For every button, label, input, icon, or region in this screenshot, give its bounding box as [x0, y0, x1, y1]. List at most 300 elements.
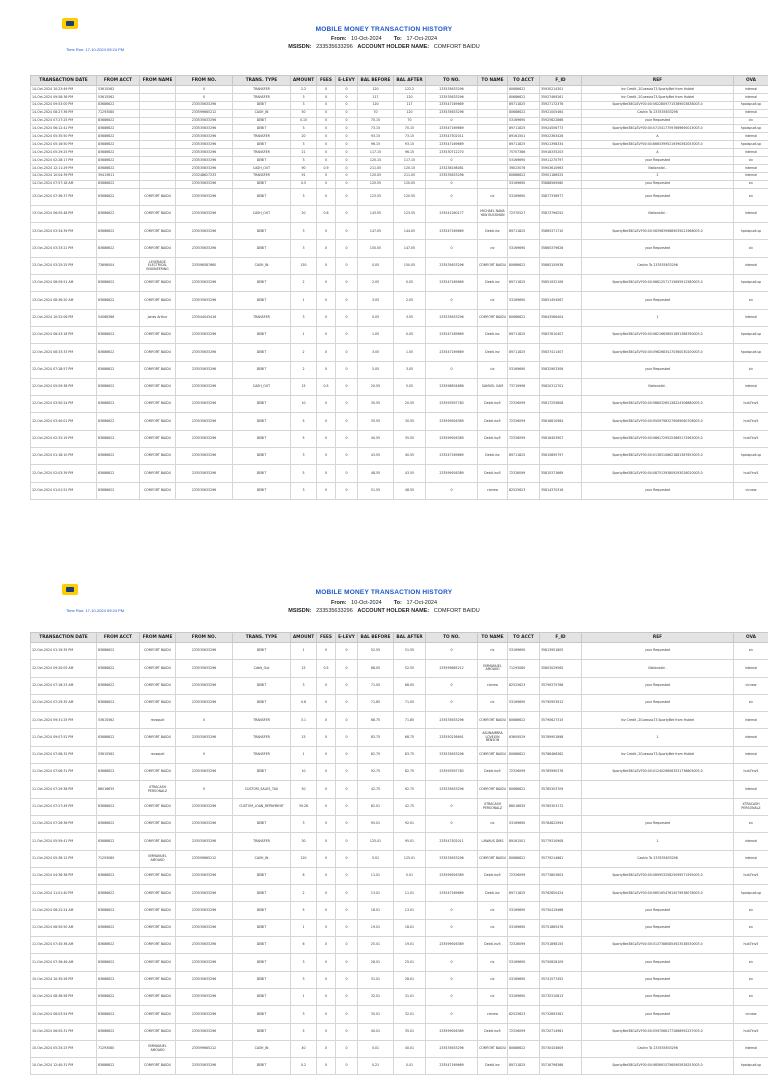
table-cell: 14-Oct-2024 07:57:18 AM — [31, 180, 97, 188]
table-cell: 73.15 — [394, 133, 426, 141]
table-row — [31, 344, 768, 361]
table-cell: 35814370316 — [540, 482, 582, 499]
table-cell: 53169690 — [508, 694, 540, 711]
table-cell: 11-Oct-2024 07:27:49 PM — [31, 798, 97, 815]
table-cell — [478, 172, 508, 180]
table-cell: DEBIT — [233, 885, 291, 902]
table-cell — [478, 109, 508, 117]
table-cell: 39.26 — [291, 798, 317, 815]
table-cell: 1 — [291, 988, 317, 1005]
table-cell: 18.01 — [394, 919, 426, 936]
table-cell: 92.01 — [394, 815, 426, 832]
table-cell: 40.01 — [358, 1023, 394, 1040]
table-cell: 233248627233 — [176, 172, 233, 180]
table-cell: 0 — [426, 902, 478, 919]
table-cell: 83686622 — [97, 937, 140, 954]
table-cell: 72326099 — [508, 413, 540, 430]
table-cell: 233535633296 — [176, 205, 233, 222]
table-cell: 35741577452 — [540, 971, 582, 988]
table-cell: 42.75 — [394, 798, 426, 815]
table-cell: DEBIT — [233, 815, 291, 832]
table-cell: 0 — [317, 729, 336, 746]
table-cell: XTRACASH PERSONALZ — [140, 781, 176, 798]
table-cell: hpaispudi.sp — [734, 885, 768, 902]
table-cell: 72326099 — [508, 764, 540, 781]
table-cell: 1 — [291, 643, 317, 660]
table-cell: 83686622 — [97, 988, 140, 1005]
table-cell: 0.2 — [291, 1058, 317, 1075]
table-cell: 12-Oct-2024 08:43:18 PM — [31, 326, 97, 343]
table-cell: 120 — [394, 93, 426, 101]
table-cell: DEBIT — [233, 448, 291, 465]
table-cell: DEBIT — [233, 902, 291, 919]
table-cell: 35773803603 — [540, 867, 582, 884]
table-cell: 71.05 — [358, 677, 394, 694]
table-cell: Jones Arthur — [140, 309, 176, 326]
table-cell: 120 — [358, 86, 394, 94]
table-cell: COMFORT BAIDU — [478, 850, 508, 867]
table-cell: DEBIT — [233, 223, 291, 240]
table-cell: 150.05 — [394, 257, 426, 274]
table-cell: DEBIT — [233, 919, 291, 936]
table-cell: 0 — [336, 448, 358, 465]
table-cell — [478, 86, 508, 94]
table-cell: 53169690 — [508, 954, 540, 971]
column-header: E-LEVY — [336, 633, 358, 643]
table-row — [31, 93, 768, 101]
table-cell: 0 — [336, 430, 358, 447]
table-cell: 0 — [336, 101, 358, 109]
table-cell: 0 — [317, 1023, 336, 1040]
table-cell: 19.01 — [394, 937, 426, 954]
table-row — [31, 694, 768, 711]
table-cell: 0 — [336, 833, 358, 850]
table-cell: EMMANUEL AMOAKO — [140, 1040, 176, 1057]
table-cell: cic — [734, 361, 768, 378]
table-cell: hpaispudi.sp — [734, 223, 768, 240]
table-cell: 0 — [336, 188, 358, 205]
table-cell: cicnew — [734, 677, 768, 694]
table-cell: CASH_IN — [233, 850, 291, 867]
table-cell: 31.01 — [394, 988, 426, 1005]
table-row — [31, 292, 768, 309]
table-cell: 83686622 — [97, 141, 140, 149]
table-cell: 233535633296 — [176, 482, 233, 499]
table-cell: 68.75 — [394, 729, 426, 746]
table-cell — [140, 172, 176, 180]
column-header: REF — [582, 633, 734, 643]
table-cell: 3.05 — [358, 292, 394, 309]
table-cell: DEBIT — [233, 292, 291, 309]
table-cell: internal — [734, 149, 768, 157]
table-cell: 53169690 — [508, 919, 540, 936]
table-cell: 0 — [317, 867, 336, 884]
table-cell: DEBIT — [233, 643, 291, 660]
table-cell: 233535633296 — [176, 660, 233, 677]
table-cell: 0.15 — [291, 117, 317, 125]
table-cell: EMMANUEL AMOAKO — [140, 850, 176, 867]
table-cell: 233238198081 — [426, 164, 478, 172]
table-cell: 0 — [317, 172, 336, 180]
table-cell: 5.05 — [394, 378, 426, 395]
table-cell: 35927469261 — [540, 93, 582, 101]
table-cell: 93.15 — [394, 141, 426, 149]
table-cell: TRANSFER — [233, 833, 291, 850]
table-cell: 0 — [317, 101, 336, 109]
table-cell: cic — [734, 971, 768, 988]
table-cell: 0 — [336, 141, 358, 149]
table-cell: SportyBet38GLEVY00:00:95097983279069060708003.0 — [582, 413, 734, 430]
table-cell: 233535633296 — [426, 309, 478, 326]
table-cell: 39413611 — [97, 172, 140, 180]
table-cell: 35799375766 — [540, 677, 582, 694]
table-cell: 83686622 — [97, 798, 140, 815]
table-cell: 83686622 — [97, 292, 140, 309]
column-header: TO NO. — [426, 76, 478, 86]
table-cell: 35784822994 — [540, 815, 582, 832]
table-cell: 35785303172 — [540, 798, 582, 815]
column-header: FROM ACCT — [97, 633, 140, 643]
table-cell: 0 — [336, 309, 358, 326]
table-cell: 0 — [336, 378, 358, 395]
table-cell: SportyBet38GLEVY00:00:01373860854923538530003.0 — [582, 937, 734, 954]
table-cell: 89711825 — [508, 448, 540, 465]
table-cell: 83686622 — [97, 465, 140, 482]
table-cell: cic — [478, 694, 508, 711]
table-cell: Nationalid - — [582, 164, 734, 172]
table-cell: 83686622 — [97, 729, 140, 746]
table-cell: 0 — [317, 781, 336, 798]
table-cell: 10 — [291, 396, 317, 413]
table-cell: 0 — [317, 93, 336, 101]
table-cell: 80686622 — [508, 712, 540, 729]
table-cell: 0 — [336, 180, 358, 188]
msisdn-value: 233535633296 — [316, 608, 353, 614]
table-cell: your Requested — [582, 240, 734, 257]
table-cell: 120 — [358, 101, 394, 109]
table-row — [31, 223, 768, 240]
table-row — [31, 798, 768, 815]
table-cell: ASUNAMBRA LOVELYN BENSON — [478, 729, 508, 746]
table-cell: 0 — [336, 764, 358, 781]
table-cell: 12-Oct-2024 01:01:51 PM — [31, 482, 97, 499]
table-cell: 0 — [336, 815, 358, 832]
transactions-table — [30, 632, 768, 1075]
table-cell: 14-Oct-2024 05:16:50 PM — [31, 141, 97, 149]
statement-page — [0, 0, 768, 516]
table-cell: COMFORT BAIDU — [140, 660, 176, 677]
table-cell: COMFORT BAIDU — [140, 326, 176, 343]
table-cell: 233535633296 — [176, 125, 233, 133]
table-cell: 82.75 — [394, 764, 426, 781]
table-cell: 83686622 — [97, 815, 140, 832]
table-cell: 0 — [317, 482, 336, 499]
table-cell: your Requested — [582, 902, 734, 919]
table-cell: Cdbit_Out — [233, 660, 291, 677]
table-cell: hpaispudi.sp — [734, 1058, 768, 1075]
table-cell: 0 — [336, 93, 358, 101]
table-cell: COMFORT BAIDU — [140, 1058, 176, 1075]
table-cell: 82525623 — [508, 1006, 540, 1023]
table-cell: 3 — [291, 971, 317, 988]
table-cell: 0 — [336, 205, 358, 222]
table-cell: 30.55 — [394, 413, 426, 430]
table-cell: COMFORT BAIDU — [140, 413, 176, 430]
table-cell: cic — [734, 157, 768, 165]
table-cell: 0 — [317, 833, 336, 850]
table-cell: COMFORT BAIDU — [140, 988, 176, 1005]
table-cell: 233599665212 — [176, 109, 233, 117]
table-cell — [140, 133, 176, 141]
table-cell: 80686622 — [508, 93, 540, 101]
table-cell: 71293080 — [97, 850, 140, 867]
table-cell: 233535633296 — [176, 937, 233, 954]
table-cell: your Requested — [582, 482, 734, 499]
table-cell: DEBIT — [233, 344, 291, 361]
table-cell: Debit.inv — [478, 326, 508, 343]
table-cell: COMFORT BAIDU — [140, 643, 176, 660]
table-cell: 83686622 — [97, 149, 140, 157]
table-cell: 11-Oct-2024 07:06:31 PM — [31, 764, 97, 781]
table-cell: 3 — [291, 448, 317, 465]
table-cell: 0 — [336, 465, 358, 482]
table-cell: Cashin To 233535633296 — [582, 257, 734, 274]
table-cell: Inv Credit ,2Guessss73,SportyBet from Hubtel — [582, 93, 734, 101]
table-cell: 83686622 — [97, 1058, 140, 1075]
table-cell: 233535633296 — [176, 149, 233, 157]
table-row — [31, 937, 768, 954]
table-cell: COMFORT BAIDU — [140, 344, 176, 361]
table-cell: 0 — [426, 798, 478, 815]
table-cell: 233535633296 — [176, 117, 233, 125]
table-cell: 233535633296 — [176, 919, 233, 936]
table-cell: COMFORT BAIDU — [140, 448, 176, 465]
table-cell: 0 — [426, 361, 478, 378]
from-date: 10-Oct-2024 — [351, 600, 382, 606]
table-cell: 0 — [336, 781, 358, 798]
table-cell: 125.01 — [358, 833, 394, 850]
table-cell: DEBIT — [233, 482, 291, 499]
table-cell: COMFORT BAIDU — [140, 885, 176, 902]
table-cell — [478, 164, 508, 172]
table-row — [31, 188, 768, 205]
table-cell: 53169690 — [508, 292, 540, 309]
table-cell: 35930214301 — [540, 86, 582, 94]
table-cell: COMFORT BAIDU — [140, 378, 176, 395]
table-cell: 0 — [317, 764, 336, 781]
table-cell: 40.01 — [394, 1040, 426, 1057]
table-cell: 53615562 — [97, 86, 140, 94]
table-cell: 13-Oct-2024 07:36:37 PM — [31, 188, 97, 205]
table-cell: 0 — [336, 344, 358, 361]
table-cell: 233535633296 — [176, 180, 233, 188]
table-cell: 83686622 — [97, 954, 140, 971]
table-cell: 233599665212 — [176, 850, 233, 867]
table-cell: COMFORT BAIDU — [140, 902, 176, 919]
table-cell: 0 — [426, 971, 478, 988]
table-cell: 0 — [317, 712, 336, 729]
table-cell: 80686622 — [508, 109, 540, 117]
table-cell: 0 — [336, 1040, 358, 1057]
table-cell: 3.05 — [358, 344, 394, 361]
table-cell: 89161501 — [508, 133, 540, 141]
table-cell: 70.15 — [358, 117, 394, 125]
table-cell: 83686622 — [97, 1006, 140, 1023]
table-cell: 35735310813 — [540, 988, 582, 1005]
table-cell: 233535633296 — [176, 133, 233, 141]
table-cell: 35921005464 — [540, 109, 582, 117]
table-row — [31, 1006, 768, 1023]
table-row — [31, 1040, 768, 1057]
table-cell: 0 — [336, 660, 358, 677]
table-cell: 0 — [317, 988, 336, 1005]
table-cell: 0.01 — [394, 1058, 426, 1075]
period-line — [0, 600, 768, 606]
table-row — [31, 781, 768, 798]
table-cell: COMFORT BAIDU — [478, 746, 508, 763]
table-cell: 11-Oct-2024 07:29:38 PM — [31, 781, 97, 798]
table-cell: 53169690 — [508, 180, 540, 188]
table-cell: 11-Oct-2024 08:50:50 AM — [31, 919, 97, 936]
table-cell: 233535633296 — [176, 729, 233, 746]
table-cell: Nationalid - — [582, 660, 734, 677]
table-cell: 19.01 — [358, 919, 394, 936]
table-cell: DEBIT — [233, 326, 291, 343]
table-cell: 3 — [291, 188, 317, 205]
table-row — [31, 954, 768, 971]
table-row — [31, 109, 768, 117]
table-cell: cic — [734, 240, 768, 257]
table-cell: 72326099 — [508, 1023, 540, 1040]
table-cell: 72326099 — [508, 867, 540, 884]
table-cell: 68.05 — [394, 677, 426, 694]
table-cell: 233535633296 — [176, 815, 233, 832]
table-cell: 0 — [336, 643, 358, 660]
table-cell: cic — [478, 292, 508, 309]
table-cell: 10-Oct-2024 05:25:23 PM — [31, 1040, 97, 1057]
table-cell: 83686622 — [97, 413, 140, 430]
table-row — [31, 149, 768, 157]
table-cell: 2.05 — [394, 292, 426, 309]
table-cell: 0.9 — [317, 164, 336, 172]
table-cell: Debit.inv5 — [478, 867, 508, 884]
table-cell: 0 — [426, 694, 478, 711]
table-cell: 0 — [426, 677, 478, 694]
table-cell: 83686622 — [97, 885, 140, 902]
to-label: To: — [394, 36, 402, 42]
table-cell: 14-Oct-2024 05:35:50 PM — [31, 133, 97, 141]
table-cell: 0 — [317, 1058, 336, 1075]
table-cell: 5 — [291, 465, 317, 482]
table-cell: Debit.inv5 — [478, 413, 508, 430]
table-cell: 13-Oct-2024 06:05:48 PM — [31, 205, 97, 222]
table-cell: 2 — [291, 361, 317, 378]
table-cell: 2 — [582, 172, 734, 180]
table-cell: 54068366 — [97, 309, 140, 326]
table-cell: DEBIT — [233, 117, 291, 125]
table-cell: 0 — [317, 125, 336, 133]
table-cell: 2 — [291, 344, 317, 361]
table-cell: 0 — [317, 954, 336, 971]
table-cell: 11-Oct-2024 05:59:41 PM — [31, 833, 97, 850]
table-cell: 83686622 — [97, 902, 140, 919]
table-row — [31, 141, 768, 149]
table-cell: 120.55 — [394, 188, 426, 205]
table-cell: 0 — [317, 292, 336, 309]
table-cell: 0 — [317, 798, 336, 815]
table-cell: 35925622866 — [540, 117, 582, 125]
table-cell: 1 — [582, 833, 734, 850]
table-cell: internal — [734, 133, 768, 141]
table-row — [31, 1058, 768, 1075]
table-cell: 0 — [317, 694, 336, 711]
table-cell: 12-Oct-2024 01:19:35 PM — [31, 643, 97, 660]
table-cell: 0 — [336, 1058, 358, 1075]
table-cell: 83686622 — [97, 677, 140, 694]
table-cell: 233535633296 — [176, 885, 233, 902]
table-cell: 83686622 — [97, 205, 140, 222]
table-cell: TRANSFER — [233, 746, 291, 763]
table-cell: 120.15 — [394, 164, 426, 172]
table-cell: 3 — [291, 815, 317, 832]
table-cell: 83686622 — [97, 326, 140, 343]
table-cell: 0.05 — [358, 309, 394, 326]
table-cell: 0 — [336, 729, 358, 746]
table-cell: cicnew — [478, 482, 508, 499]
table-cell: 35816403907 — [540, 430, 582, 447]
table-cell: 143.05 — [358, 205, 394, 222]
table-cell: 1 — [582, 729, 734, 746]
table-row — [31, 257, 768, 274]
table-cell: SportyBet38GLEVY00:00:98216636051891386760003.0 — [582, 326, 734, 343]
table-cell: 1 — [291, 919, 317, 936]
table-cell: 0 — [336, 413, 358, 430]
table-cell: 73.15 — [358, 125, 394, 133]
table-cell: 53169690 — [508, 902, 540, 919]
table-cell: 43.55 — [358, 448, 394, 465]
table-cell: 52.55 — [394, 660, 426, 677]
table-cell: 117 — [394, 101, 426, 109]
table-row — [31, 764, 768, 781]
table-cell: hub7inv5 — [734, 1023, 768, 1040]
table-cell: 83686622 — [97, 764, 140, 781]
holder-label: ACCOUNT HOLDER NAME: — [357, 608, 429, 614]
table-cell: cic — [478, 240, 508, 257]
table-cell: cicnew — [734, 1006, 768, 1023]
time-run: Time Run: 17-10-2024 09:24 PM — [66, 47, 124, 52]
table-cell: 0 — [336, 125, 358, 133]
table-row — [31, 133, 768, 141]
from-date: 10-Oct-2024 — [351, 36, 382, 42]
table-cell: 3.05 — [394, 361, 426, 378]
table-cell: 89711825 — [508, 344, 540, 361]
table-cell: 72326099 — [508, 937, 540, 954]
table-cell: 53169690 — [508, 643, 540, 660]
table-cell: 0 — [317, 326, 336, 343]
table-cell: SportyBet38GLEVY00:00:56228097715389003838003.0 — [582, 101, 734, 109]
document-title: MOBILE MONEY TRANSACTION HISTORY — [0, 589, 768, 596]
table-cell: 117 — [358, 93, 394, 101]
table-cell: CUSTOM_LOAN_REPAYMENT — [233, 798, 291, 815]
table-cell: Debit.inv5 — [478, 465, 508, 482]
table-cell: 83686622 — [97, 660, 140, 677]
table-cell: 5.01 — [358, 850, 394, 867]
table-cell: 12-Oct-2024 07:28:57 PM — [31, 361, 97, 378]
table-cell: 35865379626 — [540, 240, 582, 257]
table-cell: DEBIT — [233, 677, 291, 694]
table-cell: 25.01 — [358, 937, 394, 954]
table-cell: DEBIT — [233, 125, 291, 133]
